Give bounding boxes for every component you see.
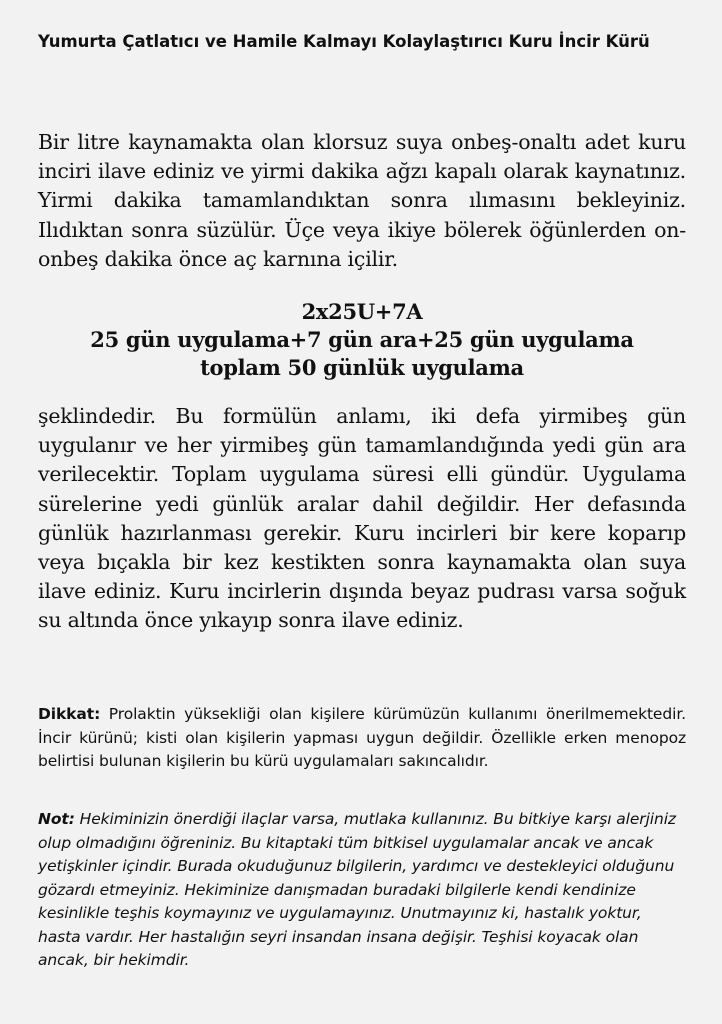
formula-explanation-paragraph: şeklindedir. Bu formülün anlamı, iki defa yirmibeş gün uygulanır ve her yirmibeş gün tamamlandığında yedi gün ara verilecektir. Toplam uygulama süresi elli gündür. Uygulama sürelerine yedi günlük aralar dahil değildir. Her defasında günlük hazırlanması gerekir. Kuru incirleri bir kere koparıp veya bıçakla bir kez kestikten sonra kaynamakta olan suya ilave ediniz. Kuru incirlerin dışında beyaz pudrası varsa soğuk su altında önce yıkayıp sonra ilave ediniz. [38,404,686,633]
formula-code: 2x25U+7A [301,299,423,324]
warning-text: Prolaktin yüksekliği olan kişilere kürümüzün kullanımı önerilmemektedir. İncir kürünü; kisti olan kişilerin yapması uygun değildir. Özellikle erken menopoz belirtisi bulunan kişilerin bu kürü uygulamaları sakıncalıdır. [38,705,686,770]
disclaimer-text: Hekiminizin önerdiği ilaçlar varsa, mutlaka kullanınız. Bu bitkiye karşı alerjiniz olup olmadığını öğreniniz. Bu kitaptaki tüm bitkisel uygulamalar ancak ve ancak yetişkinler içindir. Burada okuduğunuz bilgilerin, yardımcı ve destekleyici olduğunu gözardı etmeyiniz. Hekiminize danışmadan buradaki bilgilerle kendi kendinize kesinlikle teşhis koymayınız ve uygulamayınız. Unutmayınız ki, hastalık yoktur, hasta vardır. Her hastalığın seyri insandan insana değişir. Teşhisi koyacak olan ancak, bir hekimdir. [38,810,676,969]
instructions-paragraph: Bir litre kaynamakta olan klorsuz suya onbeş-onaltı adet kuru inciri ilave ediniz ve yirmi dakika ağzı kapalı olarak kaynatınız. Yirmi dakika tamamlandıktan sonra ılımasını bekleyiniz. Ilıdıktan sonra süzülür. Üçe veya ikiye bölerek öğünlerden on-onbeş dakika önce aç karnına içilir. [38,130,686,271]
disclaimer-label: Not: [38,810,75,828]
warning-note [38,703,686,774]
warning-label: Dikkat: [38,705,101,723]
formula-total: toplam 50 günlük uygulama [200,355,524,380]
formula-block [38,298,686,382]
disclaimer-note [38,808,686,973]
formula-expansion: 25 gün uygulama+7 gün ara+25 gün uygulama [90,327,634,352]
page-title: Yumurta Çatlatıcı ve Hamile Kalmayı Kolaylaştırıcı Kuru İncir Kürü [38,32,650,51]
